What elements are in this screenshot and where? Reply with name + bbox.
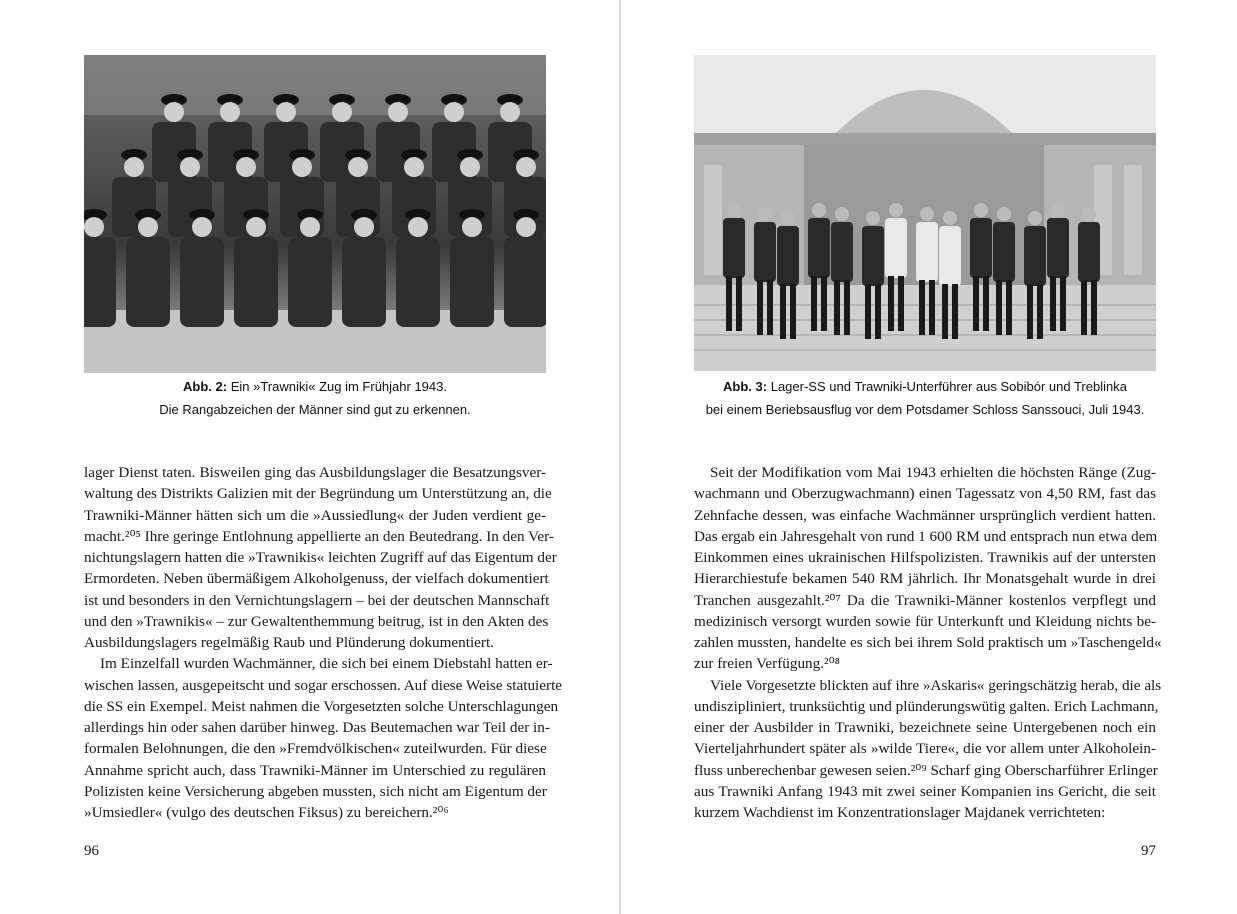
text-line: fluss unberechenbar gewesen seien.²⁰⁹ Scharf ging Oberscharführer Erlinger (694, 761, 1158, 779)
text-line: Ermordeten. Neben übermäßigem Alkoholgenuss, der vielfach dokumentiert (84, 570, 549, 588)
text-line: Hierarchiestufe bekamen 540 RM jährlich. Ihr Monatsgehalt wurde in drei (694, 570, 1156, 588)
page-number: 96 (84, 843, 99, 859)
photo-trawniki-platoon (84, 55, 546, 373)
text-line: Polizisten keine Versicherung abgeben mussten, sich nicht am Eigentum der (84, 782, 547, 800)
page-number: 97 (1141, 843, 1156, 859)
text-line: Annahme spricht auch, dass Trawniki-Männer im Unterschied zu regulären (84, 761, 546, 779)
paragraph (694, 462, 1162, 675)
text-line: Tranchen ausgezahlt.²⁰⁷ Da die Trawniki-Männer kostenlos verpflegt und (694, 591, 1156, 609)
text-line: undiszipliniert, trunksüchtig und plünderungswütig galten. Erich Lachmann, (694, 697, 1159, 715)
text-line: zahlen mussten, handelte es sich bei ihrem Sold praktisch um »Taschengeld« (694, 634, 1162, 651)
text-line: zur freien Verfügung.²⁰⁸ (694, 655, 840, 673)
text-line: und den »Trawnikis« – zur Gewaltenthemmung beitrug, ist in den Akten des (84, 612, 549, 630)
paragraph (694, 675, 1162, 824)
text-line: nichtungslagern hatten die »Trawnikis« leichten Zugriff auf das Eigentum der (84, 549, 557, 566)
photo-sanssouci-group (694, 55, 1156, 371)
text-line: Einkommen eines ukrainischen Hilfspolizisten. Trawnikis auf der untersten (694, 549, 1156, 566)
text-line: wischen lassen, ausgepeitscht und sogar erschossen. Auf diese Weise statuierte (84, 676, 563, 694)
book-gutter (619, 0, 621, 914)
text-line: wachmann und Oberzugwachmann) einen Tagessatz von 4,50 RM, fast das (694, 485, 1156, 503)
paragraph (84, 653, 563, 823)
text-line: Im Einzelfall wurden Wachmänner, die sich bei einem Diebstahl hatten er- (100, 655, 553, 673)
text-line: lager Dienst taten. Bisweilen ging das Ausbildungslager die Besatzungsver- (84, 464, 546, 481)
text-line: Viele Vorgesetzte blickten auf ihre »Askaris« geringschätzig herab, die als (710, 676, 1162, 694)
figure-caption-abb3: Abb. 3: Lager-SS und Trawniki-Unterführer aus Sobibór und Treblinka bei einem Beriebsausflug vor dem Potsdamer Schloss Sanssouci, Juli 1943. (705, 379, 1145, 417)
paragraph (84, 462, 557, 653)
text-line: ist und besonders in den Vernichtungslagern – bei der deutschen Mannschaft (84, 591, 550, 609)
text-line: waltung des Distrikts Galizien mit der Begründung um Unterstützung an, die (84, 485, 552, 503)
text-line: kurzem Wachdienst im Konzentrationslager Majdanek verrichteten: (694, 804, 1106, 821)
figure-label: Abb. 3: (723, 379, 768, 394)
figure-label: Abb. 2: (183, 379, 228, 394)
text-line: allerdings hin oder sahen darüber hinweg. Das Beutemachen war Teil der in- (84, 719, 550, 736)
text-line: Vierteljahrhundert später als »wilde Tiere«, die vor allem unter Alkoholein- (694, 740, 1156, 758)
text-line: formalen Belohnungen, die den »Fremdvölkischen« zuteilwurden. Für diese (84, 740, 547, 758)
text-line: Trawniki-Männer hätten sich um die »Aussiedlung« der Juden verdient ge- (84, 506, 546, 524)
text-line: »Umsiedler« (vulgo des deutschen Fiksus) zu bereichern.²⁰⁶ (84, 804, 449, 821)
text-line: medizinisch versorgt wurden sowie für Unterkunft und Kleidung nichts be- (694, 612, 1156, 630)
text-line: einer der Ausbilder in Trawniki, bezeichnete seine Untergebenen noch ein (694, 719, 1156, 736)
text-line: Seit der Modifikation vom Mai 1943 erhielten die höchsten Ränge (Zug- (710, 464, 1156, 481)
right-body-text (694, 462, 1162, 823)
left-body-text (84, 462, 563, 823)
text-line: macht.²⁰⁵ Ihre geringe Entlohnung appellierte an den Beutedrang. In den Ver- (84, 527, 554, 545)
text-line: Das ergab ein Jahresgehalt von rund 1 600 RM und entsprach nun etwa dem (694, 527, 1158, 545)
text-line: Ausbildungslagers regelmäßig Raub und Plünderung dokumentiert. (84, 634, 494, 651)
text-line: aus Trawniki Anfang 1943 mit zwei seiner Kompanien ins Gericht, die seit (694, 782, 1156, 800)
text-line: die SS ein Exempel. Meist nahmen die Vorgesetzten solche Unterschlagungen (84, 697, 559, 715)
text-line: Zehnfache dessen, was einfache Wachmänner ursprünglich verdient hatten. (694, 506, 1156, 524)
figure-caption-abb2: Abb. 2: Ein »Trawniki« Zug im Frühjahr 1943. Die Rangabzeichen der Männer sind gut zu erkennen. (159, 379, 471, 417)
